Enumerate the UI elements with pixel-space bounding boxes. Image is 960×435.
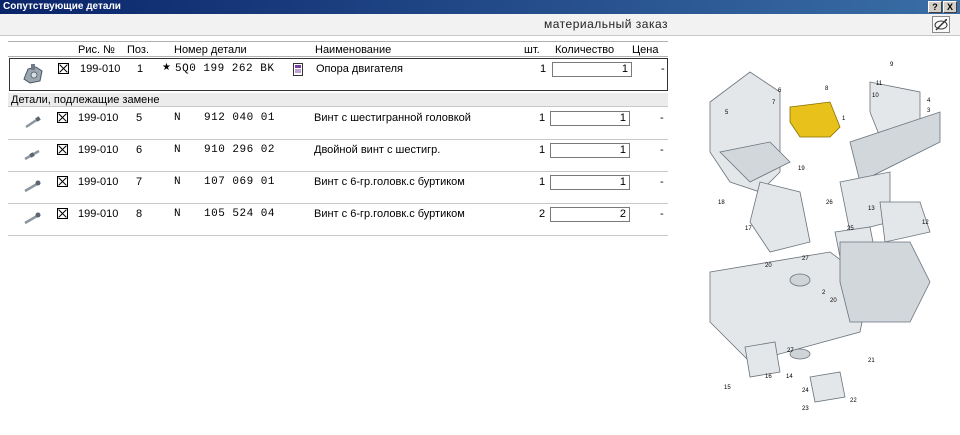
callout-8[interactable]: 8 bbox=[825, 86, 829, 92]
callout-19[interactable]: 19 bbox=[798, 166, 805, 172]
flange-bolt-thumbnail-icon bbox=[22, 180, 42, 194]
name-cell: Двойной винт с шестигр. bbox=[314, 144, 441, 156]
quantity-input[interactable]: 2 bbox=[550, 207, 630, 222]
pos-cell: 5 bbox=[136, 112, 143, 124]
col-header-pos[interactable]: Поз. bbox=[127, 44, 149, 56]
callout-4[interactable]: 4 bbox=[927, 98, 931, 104]
double-bolt-thumbnail-icon bbox=[22, 148, 42, 162]
quantity-input[interactable]: 1 bbox=[550, 111, 630, 126]
callout-18[interactable]: 18 bbox=[718, 200, 725, 206]
callout-1[interactable]: 1 bbox=[842, 116, 846, 122]
col-header-part-number[interactable]: Номер детали bbox=[174, 44, 247, 56]
part-number-cell: 107 069 01 bbox=[204, 176, 276, 188]
callout-9[interactable]: 9 bbox=[890, 62, 894, 68]
flange-bolt-thumbnail-icon bbox=[22, 212, 42, 226]
quantity-input[interactable]: 1 bbox=[552, 62, 632, 77]
pos-cell: 7 bbox=[136, 176, 143, 188]
title-bar bbox=[0, 0, 960, 14]
table-row[interactable] bbox=[8, 108, 668, 140]
callout-15[interactable]: 15 bbox=[724, 385, 731, 391]
select-checkbox[interactable] bbox=[57, 112, 68, 123]
ris-cell: 199-010 bbox=[78, 176, 119, 188]
callout-7[interactable]: 7 bbox=[772, 100, 776, 106]
callout-22[interactable]: 22 bbox=[850, 398, 857, 404]
name-cell: Опора двигателя bbox=[316, 63, 404, 75]
select-checkbox[interactable] bbox=[57, 176, 68, 187]
units-cell: 1 bbox=[539, 176, 546, 188]
col-header-price[interactable]: Цена bbox=[632, 44, 659, 56]
order-edit-icon bbox=[933, 17, 949, 32]
close-button[interactable]: X bbox=[943, 1, 957, 13]
price-cell: - bbox=[660, 176, 664, 188]
pos-cell: 1 bbox=[137, 63, 144, 75]
col-header-quantity[interactable]: Количество bbox=[555, 44, 615, 56]
part-prefix-cell: N bbox=[174, 112, 182, 124]
callout-12[interactable]: 12 bbox=[922, 220, 929, 226]
select-checkbox[interactable] bbox=[58, 63, 69, 74]
callout-24[interactable]: 24 bbox=[802, 388, 809, 394]
callout-10[interactable]: 10 bbox=[872, 93, 879, 99]
price-cell: - bbox=[660, 144, 664, 156]
ris-cell: 199-010 bbox=[80, 63, 121, 75]
callout-3[interactable]: 3 bbox=[927, 108, 931, 114]
callout-17[interactable]: 17 bbox=[745, 226, 752, 232]
callout-25[interactable]: 25 bbox=[847, 226, 854, 232]
callout-6[interactable]: 6 bbox=[778, 88, 782, 94]
col-header-units[interactable]: шт. bbox=[524, 44, 540, 56]
callout-2[interactable]: 2 bbox=[822, 290, 826, 296]
col-header-ris[interactable]: Рис. № bbox=[78, 44, 115, 56]
part-prefix-cell: N bbox=[174, 208, 182, 220]
price-cell: - bbox=[660, 208, 664, 220]
table-row[interactable] bbox=[8, 140, 668, 172]
info-book-icon[interactable] bbox=[293, 63, 303, 76]
callout-13[interactable]: 13 bbox=[868, 206, 875, 212]
section-label: Детали, подлежащие замене bbox=[11, 94, 160, 106]
callout-20b[interactable]: 20 bbox=[830, 298, 837, 304]
table-header bbox=[8, 41, 668, 57]
units-cell: 1 bbox=[539, 144, 546, 156]
quantity-input[interactable]: 1 bbox=[550, 175, 630, 190]
pos-cell: 8 bbox=[136, 208, 143, 220]
new-part-star-icon: ★ bbox=[162, 62, 171, 73]
engine-mount-thumbnail-icon bbox=[20, 61, 46, 87]
pos-cell: 6 bbox=[136, 144, 143, 156]
quantity-input[interactable]: 1 bbox=[550, 143, 630, 158]
col-header-name[interactable]: Наименование bbox=[315, 44, 392, 56]
select-checkbox[interactable] bbox=[57, 144, 68, 155]
callout-26[interactable]: 26 bbox=[826, 200, 833, 206]
parts-exploded-diagram[interactable] bbox=[690, 52, 948, 429]
part-prefix-cell: N bbox=[174, 144, 182, 156]
callout-27[interactable]: 27 bbox=[802, 256, 809, 262]
window-title: Сопутствующие детали bbox=[3, 1, 121, 12]
help-button[interactable]: ? bbox=[928, 1, 942, 13]
callout-27b[interactable]: 27 bbox=[787, 348, 794, 354]
part-number-cell: 912 040 01 bbox=[204, 112, 276, 124]
ris-cell: 199-010 bbox=[78, 208, 119, 220]
header-bar bbox=[0, 14, 960, 36]
bolt-thumbnail-icon bbox=[22, 116, 42, 130]
main-part-row[interactable] bbox=[9, 58, 668, 91]
callout-11[interactable]: 11 bbox=[876, 81, 883, 87]
name-cell: Винт с шестигранной головкой bbox=[314, 112, 471, 124]
table-row[interactable] bbox=[8, 172, 668, 204]
parts-table bbox=[8, 41, 668, 230]
callout-5[interactable]: 5 bbox=[725, 110, 729, 116]
replace-parts-section-header bbox=[8, 93, 668, 107]
ris-cell: 199-010 bbox=[78, 112, 119, 124]
callout-14[interactable]: 14 bbox=[786, 374, 793, 380]
part-number-cell: 105 524 04 bbox=[204, 208, 276, 220]
units-cell: 1 bbox=[540, 63, 547, 75]
part-prefix-cell: N bbox=[174, 176, 182, 188]
part-number-cell: 910 296 02 bbox=[204, 144, 276, 156]
name-cell: Винт с 6-гр.головк.с буртиком bbox=[314, 208, 465, 220]
order-edit-button[interactable] bbox=[932, 16, 950, 33]
ris-cell: 199-010 bbox=[78, 144, 119, 156]
price-cell: - bbox=[660, 112, 664, 124]
name-cell: Винт с 6-гр.головк.с буртиком bbox=[314, 176, 465, 188]
select-checkbox[interactable] bbox=[57, 208, 68, 219]
table-row[interactable] bbox=[8, 204, 668, 236]
callout-21[interactable]: 21 bbox=[868, 358, 875, 364]
callout-16[interactable]: 16 bbox=[765, 374, 772, 380]
part-number-cell: 5Q0 199 262 BK bbox=[175, 63, 275, 75]
units-cell: 2 bbox=[539, 208, 546, 220]
price-cell: - bbox=[661, 63, 665, 75]
highlighted-engine-mount[interactable] bbox=[790, 102, 840, 137]
units-cell: 1 bbox=[539, 112, 546, 124]
callout-23[interactable]: 23 bbox=[802, 406, 809, 412]
callout-20[interactable]: 20 bbox=[765, 263, 772, 269]
order-label: материальный заказ bbox=[544, 17, 669, 31]
